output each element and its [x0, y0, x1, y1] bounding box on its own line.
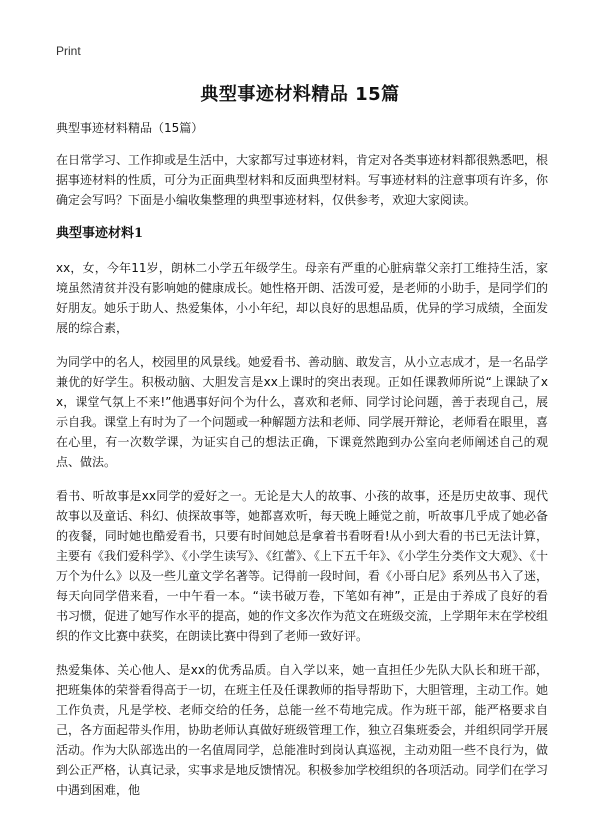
document-body [56, 118, 548, 814]
intro-paragraph: 在日常学习、工作抑或是生活中，大家都写过事迹材料，肯定对各类事迹材料都很熟悉吧，根据事迹材料的性质，可分为正面典型材料和反面典型材料。写事迹材料的注意事项有许多，你确定会写吗？下面是小编收集整理的典型事迹材料，仅供参考，欢迎大家阅读。 [56, 153, 549, 207]
document-title: 典型事迹材料精品 15篇 [200, 84, 400, 105]
body-paragraph-1: xx，女，今年11岁，朗林二小学五年级学生。母亲有严重的心脏病靠父亲打工维持生活，家境虽然清贫并没有影响她的健康成长。她性格开朗、活泼可爱，是老师的小助手，是同学们的好朋友。她乐于助人、热爱集体，小小年纪，却以良好的思想品质，优异的学习成绩，全面发展的综合素， [56, 261, 549, 335]
document-subtitle: 典型事迹材料精品（15篇） [56, 121, 204, 135]
body-paragraph-2: 为同学中的名人，校园里的风景线。她爱看书、善动脑、敢发言，从小立志成才，是一名品学兼优的好学生。积极动脑、大胆发言是xx上课时的突出表现。正如任课教师所说“上课缺了xx，课堂气氛上不来!”他遇事好问个为什么，喜欢和老师、同学讨论问题，善于表现自己，展示自我。课堂上有时为了一个问题或一种解题方法和老师、同学展开辩论，老师看在眼里，喜在心里，有一次数学课，为证实自己的想法正确，下课竟然跑到办公室向老师阐述自己的观点、做法。 [56, 355, 549, 469]
body-paragraph-4: 热爱集体、关心他人、是xx的优秀品质。自入学以来，她一直担任少先队大队长和班干部，把班集体的荣誉看得高于一切，在班主任及任课教师的指导帮助下，大胆管理，主动工作。她工作负责，凡是学校、老师交给的任务，总能一丝不苟地完成。作为班干部，能严格要求自己，各方面起带头作用，协助老师认真做好班级管理工作，独立召集班委会，并组织同学开展活动。作为大队部选出的一名值周同学，总能准时到岗认真巡视，主动劝阻一些不良行为，做到公正严格，认真记录，实事求是地反馈情况。积极参加学校组织的各项活动。同学们在学习中遇到困难，他 [56, 663, 549, 797]
section-heading: 典型事迹材料1 [56, 226, 144, 241]
body-paragraph-3: 看书、听故事是xx同学的爱好之一。无论是大人的故事、小孩的故事，还是历史故事、现代故事以及童话、科幻、侦探故事等，她都喜欢听，每天晚上睡觉之前，听故事几乎成了她必备的夜餐，同时她也酷爱看书，只要有时间她总是拿着书看呀看!从小到大看的书已无法计算，主要有《我们爱科学》、《小学生读写》、《红蕾》、《上下五千年》、《小学生分类作文大观》、《十万个为什么》以及一些儿童文学名著等。记得前一段时间，看《小哥白尼》系列丛书入了迷，每天向同学借来看，一中午看一本。“读书破万卷，下笔如有神”，正是由于养成了良好的看书习惯，促进了她写作水平的提高，她的作文多次作为范文在班级交流，上学期年末在学校组织的作文比赛中获奖，在朗读比赛中得到了老师一致好评。 [56, 489, 549, 643]
print-link[interactable]: Print [56, 44, 81, 58]
